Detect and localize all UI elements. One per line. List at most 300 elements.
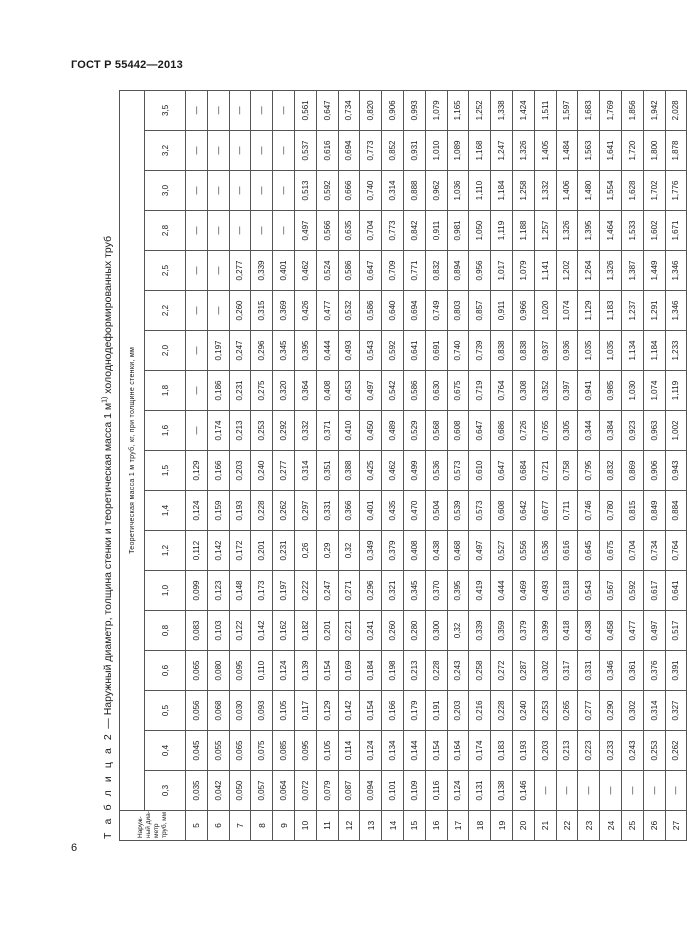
- mass-cell: 0,592: [621, 571, 643, 611]
- mass-cell: 0,641: [665, 571, 687, 611]
- table-caption: [97, 91, 119, 841]
- mass-cell: 0,542: [382, 371, 404, 411]
- mass-cell: 0,408: [403, 531, 425, 571]
- mass-cell: 0,203: [534, 731, 556, 771]
- mass-cell: 0,050: [229, 771, 251, 811]
- mass-cell: 1,030: [621, 371, 643, 411]
- mass-cell: 0,056: [186, 691, 208, 731]
- mass-cell: 1,017: [491, 251, 513, 291]
- mass-cell: —: [621, 771, 643, 811]
- mass-cell: 0,941: [578, 371, 600, 411]
- mass-cell: 0,981: [447, 211, 469, 251]
- mass-cell: 0,838: [491, 331, 513, 371]
- table-row: [491, 90, 513, 840]
- mass-cell: 0,253: [251, 411, 273, 451]
- mass-cell: 0,262: [665, 731, 687, 771]
- mass-cell: 0,057: [251, 771, 273, 811]
- mass-cell: —: [229, 90, 251, 130]
- outer-diameter-cell: 22: [556, 811, 578, 841]
- mass-cell: 0,888: [403, 171, 425, 211]
- mass-cell: 0,666: [338, 171, 360, 211]
- mass-cell: 0,694: [338, 131, 360, 171]
- mass-cell: 1,036: [447, 171, 469, 211]
- mass-cell: 0,138: [491, 771, 513, 811]
- mass-cell: 0,154: [316, 651, 338, 691]
- table-row: [382, 90, 404, 840]
- mass-cell: 0,499: [403, 451, 425, 491]
- mass-cell: 0,726: [512, 411, 534, 451]
- wall-thickness-header: 2,0: [145, 331, 186, 371]
- wall-thickness-header: 1,2: [145, 531, 186, 571]
- mass-cell: 0,099: [186, 571, 208, 611]
- outer-diameter-cell: 10: [294, 811, 316, 841]
- mass-cell: 0,124: [273, 651, 295, 691]
- mass-cell: 0,228: [425, 651, 447, 691]
- mass-cell: 0,068: [207, 691, 229, 731]
- mass-cell: 1,089: [447, 131, 469, 171]
- mass-cell: 0,093: [251, 691, 273, 731]
- mass-cell: 0,201: [316, 611, 338, 651]
- mass-cell: 1,597: [556, 90, 578, 130]
- mass-cell: 0,292: [273, 411, 295, 451]
- mass-cell: 0,366: [338, 491, 360, 531]
- mass-cell: 0,642: [512, 491, 534, 531]
- mass-cell: 0,734: [338, 90, 360, 130]
- mass-cell: 0,370: [425, 571, 447, 611]
- wall-thickness-header: 1,5: [145, 451, 186, 491]
- mass-cell: 1,406: [556, 171, 578, 211]
- outer-diameter-cell: 15: [403, 811, 425, 841]
- table-row: [643, 90, 665, 840]
- wall-thickness-header: 1,0: [145, 571, 186, 611]
- mass-cell: 1,776: [665, 171, 687, 211]
- mass-cell: 1,020: [534, 291, 556, 331]
- mass-cell: 0,117: [294, 691, 316, 731]
- mass-cell: 0,764: [491, 371, 513, 411]
- mass-cell: 0,820: [360, 90, 382, 130]
- mass-cell: 0,162: [273, 611, 295, 651]
- mass-cell: 0,739: [469, 331, 491, 371]
- mass-cell: 1,554: [600, 171, 622, 211]
- mass-cell: 0,243: [447, 651, 469, 691]
- mass-cell: 0,247: [316, 571, 338, 611]
- mass-cell: 0,142: [251, 611, 273, 651]
- mass-cell: 0,444: [491, 571, 513, 611]
- mass-cell: 0,26: [294, 531, 316, 571]
- mass-cell: 0,493: [534, 571, 556, 611]
- mass-cell: 0,906: [382, 90, 404, 130]
- mass-cell: 0,450: [360, 411, 382, 451]
- mass-cell: 0,462: [294, 251, 316, 291]
- mass-cell: 1,533: [621, 211, 643, 251]
- mass-cell: 0,849: [643, 491, 665, 531]
- mass-cell: —: [556, 771, 578, 811]
- wall-thickness-header: 1,8: [145, 371, 186, 411]
- caption-footnote-mark: 1): [101, 396, 109, 403]
- mass-cell: 0,332: [294, 411, 316, 451]
- table-row: [425, 90, 447, 840]
- mass-cell: 0,213: [229, 411, 251, 451]
- mass-cell: 0,758: [556, 451, 578, 491]
- mass-cell: 0,608: [491, 491, 513, 531]
- mass-cell: 0,228: [251, 491, 273, 531]
- outer-diameter-cell: 23: [578, 811, 600, 841]
- mass-cell: 0,444: [316, 331, 338, 371]
- mass-cell: 0,296: [360, 571, 382, 611]
- mass-cell: 1,628: [621, 171, 643, 211]
- mass-cell: —: [229, 211, 251, 251]
- mass-cell: 0,265: [556, 691, 578, 731]
- outer-diameter-cell: 16: [425, 811, 447, 841]
- wall-thickness-header: 2,5: [145, 251, 186, 291]
- mass-cell: 0,179: [403, 691, 425, 731]
- mass-cell: 0,314: [382, 171, 404, 211]
- mass-cell: 0,314: [294, 451, 316, 491]
- mass-cell: 0,258: [469, 651, 491, 691]
- mass-cell: 0,182: [294, 611, 316, 651]
- mass-cell: 0,764: [665, 531, 687, 571]
- mass-cell: 0,203: [447, 691, 469, 731]
- wall-thickness-header: 2,8: [145, 211, 186, 251]
- mass-cell: 1,184: [643, 331, 665, 371]
- mass-cell: 0,154: [360, 691, 382, 731]
- mass-cell: 1,346: [665, 291, 687, 331]
- outer-diameter-cell: 18: [469, 811, 491, 841]
- mass-cell: 1,129: [578, 291, 600, 331]
- mass-cell: 0,174: [207, 411, 229, 451]
- mass-cell: 0,169: [338, 651, 360, 691]
- mass-cell: 0,142: [338, 691, 360, 731]
- mass-cell: 0,260: [382, 611, 404, 651]
- mass-cell: 0,438: [425, 531, 447, 571]
- table-row: [294, 90, 316, 840]
- mass-cell: —: [207, 291, 229, 331]
- mass-cell: 0,339: [469, 611, 491, 651]
- mass-cell: 1,326: [512, 131, 534, 171]
- mass-cell: 1,856: [621, 90, 643, 130]
- mass-cell: 0,223: [578, 731, 600, 771]
- mass-cell: 0,331: [578, 651, 600, 691]
- diameter-column-header: Наруж-ный диа-метр труб, мм: [120, 811, 186, 841]
- mass-cell: 0,740: [360, 171, 382, 211]
- outer-diameter-cell: 7: [229, 811, 251, 841]
- mass-cell: 1,511: [534, 90, 556, 130]
- mass-cell: 0,129: [316, 691, 338, 731]
- mass-cell: 1,237: [621, 291, 643, 331]
- mass-cell: 0,746: [578, 491, 600, 531]
- mass-cell: 0,704: [621, 531, 643, 571]
- mass-cell: 0,906: [643, 451, 665, 491]
- mass-cell: 0,080: [207, 651, 229, 691]
- outer-diameter-cell: 13: [360, 811, 382, 841]
- mass-cell: 0,197: [207, 331, 229, 371]
- mass-cell: 0,139: [294, 651, 316, 691]
- mass-cell: 0,468: [447, 531, 469, 571]
- mass-cell: 0,469: [512, 571, 534, 611]
- mass-cell: 1,800: [643, 131, 665, 171]
- mass-cell: 0,253: [534, 691, 556, 731]
- mass-cell: 1,942: [643, 90, 665, 130]
- mass-cell: 1,405: [534, 131, 556, 171]
- mass-cell: —: [643, 771, 665, 811]
- mass-cell: 0,399: [534, 611, 556, 651]
- mass-cell: 0,166: [382, 691, 404, 731]
- mass-cell: 0,164: [447, 731, 469, 771]
- mass-cell: 0,592: [382, 331, 404, 371]
- mass-cell: 1,050: [469, 211, 491, 251]
- page-number: 6: [71, 842, 78, 854]
- mass-cell: 0,302: [621, 691, 643, 731]
- mass-cell: 0,371: [316, 411, 338, 451]
- mass-cell: 0,262: [273, 491, 295, 531]
- mass-super-header: Теоретическая масса 1 м труб, кг, при толщине стенки, мм: [120, 90, 145, 810]
- mass-cell: 0,425: [360, 451, 382, 491]
- mass-cell: 0,351: [316, 451, 338, 491]
- wall-thickness-header: 3,5: [145, 90, 186, 130]
- mass-cell: 0,497: [294, 211, 316, 251]
- wall-thickness-header: 1,6: [145, 411, 186, 451]
- caption-tail: холоднодеформированных труб: [102, 236, 114, 397]
- mass-cell: 1,134: [621, 331, 643, 371]
- outer-diameter-cell: 5: [186, 811, 208, 841]
- mass-cell: 0,573: [469, 491, 491, 531]
- mass-cell: 1,641: [600, 131, 622, 171]
- mass-cell: 0,780: [600, 491, 622, 531]
- wall-thickness-header: 0,5: [145, 691, 186, 731]
- mass-cell: 0,110: [251, 651, 273, 691]
- wall-thickness-header: 1,4: [145, 491, 186, 531]
- rotated-table-block: [97, 91, 681, 841]
- mass-cell: 0,131: [469, 771, 491, 811]
- mass-cell: 1,168: [469, 131, 491, 171]
- mass-cell: 0,513: [294, 171, 316, 211]
- mass-cell: 0,543: [578, 571, 600, 611]
- mass-cell: 0,963: [643, 411, 665, 451]
- mass-cell: 0,231: [229, 371, 251, 411]
- mass-cell: 0,243: [621, 731, 643, 771]
- outer-diameter-cell: 11: [316, 811, 338, 841]
- mass-cell: 0,124: [447, 771, 469, 811]
- mass-cell: 0,694: [403, 291, 425, 331]
- mass-cell: 1,671: [665, 211, 687, 251]
- mass-cell: 0,936: [556, 331, 578, 371]
- mass-cell: —: [251, 131, 273, 171]
- mass-cell: 0,29: [316, 531, 338, 571]
- mass-cell: 0,203: [229, 451, 251, 491]
- table-row: [556, 90, 578, 840]
- mass-cell: 0,524: [316, 251, 338, 291]
- mass-cell: 0,042: [207, 771, 229, 811]
- mass-cell: 0,148: [229, 571, 251, 611]
- table-row: [665, 90, 687, 840]
- mass-cell: 0,536: [534, 531, 556, 571]
- mass-cell: 0,966: [512, 291, 534, 331]
- mass-cell: —: [207, 251, 229, 291]
- mass-cell: —: [600, 771, 622, 811]
- mass-cell: 0,884: [665, 491, 687, 531]
- wall-thickness-header-row: [145, 90, 186, 840]
- mass-cell: 1,683: [578, 90, 600, 130]
- mass-cell: 1,010: [425, 131, 447, 171]
- mass-cell: 0,985: [600, 371, 622, 411]
- mass-cell: 0,159: [207, 491, 229, 531]
- mass-cell: 1,165: [447, 90, 469, 130]
- mass-cell: 0,272: [491, 651, 513, 691]
- mass-cell: —: [534, 771, 556, 811]
- mass-cell: 0,504: [425, 491, 447, 531]
- mass-cell: 0,556: [512, 531, 534, 571]
- mass-cell: 0,686: [491, 411, 513, 451]
- mass-cell: 0,630: [425, 371, 447, 411]
- mass-cell: 0,317: [556, 651, 578, 691]
- mass-cell: 0,395: [447, 571, 469, 611]
- outer-diameter-cell: 25: [621, 811, 643, 841]
- mass-cell: 0,566: [316, 211, 338, 251]
- mass-cell: 0,410: [338, 411, 360, 451]
- caption-text: — Наружный диаметр, толщина стенки и теоретическая масса 1 м: [102, 402, 114, 732]
- mass-cell: 0,616: [316, 131, 338, 171]
- table-row: [360, 90, 382, 840]
- mass-cell: 0,395: [294, 331, 316, 371]
- mass-cell: 0,103: [207, 611, 229, 651]
- mass-cell: 2,028: [665, 90, 687, 130]
- mass-cell: 0,438: [578, 611, 600, 651]
- mass-cell: 0,191: [425, 691, 447, 731]
- mass-cell: 0,296: [251, 331, 273, 371]
- mass-cell: 0,691: [425, 331, 447, 371]
- mass-cell: 0,055: [207, 731, 229, 771]
- mass-cell: 1,449: [643, 251, 665, 291]
- mass-cell: 1,702: [643, 171, 665, 211]
- mass-cell: 0,109: [403, 771, 425, 811]
- mass-cell: 0,543: [360, 331, 382, 371]
- mass-cell: 0,166: [207, 451, 229, 491]
- mass-cell: 0,094: [360, 771, 382, 811]
- mass-cell: 0,277: [229, 251, 251, 291]
- mass-cell: 1,252: [469, 90, 491, 130]
- mass-cell: —: [186, 131, 208, 171]
- mass-cell: 0,146: [512, 771, 534, 811]
- mass-cell: 0,397: [556, 371, 578, 411]
- mass-cell: 1,602: [643, 211, 665, 251]
- mass-cell: —: [207, 211, 229, 251]
- table-row: [578, 90, 600, 840]
- mass-cell: 0,253: [643, 731, 665, 771]
- mass-cell: 0,647: [469, 411, 491, 451]
- outer-diameter-cell: 19: [491, 811, 513, 841]
- mass-cell: 0,477: [621, 611, 643, 651]
- wall-thickness-header: 3,0: [145, 171, 186, 211]
- mass-cell: 0,645: [578, 531, 600, 571]
- mass-cell: 0,233: [600, 731, 622, 771]
- mass-cell: —: [273, 211, 295, 251]
- table-row: [229, 90, 251, 840]
- mass-cell: 0,321: [382, 571, 404, 611]
- mass-cell: 0,221: [338, 611, 360, 651]
- mass-cell: 1,119: [665, 371, 687, 411]
- mass-cell: 0,993: [403, 90, 425, 130]
- mass-cell: 0,359: [491, 611, 513, 651]
- mass-cell: 0,302: [534, 651, 556, 691]
- mass-cell: 1,346: [665, 251, 687, 291]
- mass-cell: 1,002: [665, 411, 687, 451]
- mass-cell: —: [273, 171, 295, 211]
- mass-cell: 0,943: [665, 451, 687, 491]
- mass-cell: 0,305: [556, 411, 578, 451]
- mass-cell: 0,684: [512, 451, 534, 491]
- caption-lead: Т а б л и ц а 2: [102, 731, 114, 839]
- mass-cell: 0,277: [273, 451, 295, 491]
- mass-cell: 1,387: [621, 251, 643, 291]
- mass-cell: 0,795: [578, 451, 600, 491]
- mass-cell: 0,331: [316, 491, 338, 531]
- mass-cell: 1,183: [600, 291, 622, 331]
- mass-cell: 0,240: [251, 451, 273, 491]
- mass-cell: 0,617: [643, 571, 665, 611]
- mass-cell: 0,458: [600, 611, 622, 651]
- mass-cell: 0,123: [207, 571, 229, 611]
- mass-cell: 0,675: [600, 531, 622, 571]
- table-body: [186, 90, 687, 840]
- wall-thickness-header: 0,3: [145, 771, 186, 811]
- mass-cell: 0,379: [512, 611, 534, 651]
- mass-cell: 0,608: [447, 411, 469, 451]
- mass-cell: 0,344: [578, 411, 600, 451]
- mass-cell: 0,477: [316, 291, 338, 331]
- mass-cell: 0,231: [273, 531, 295, 571]
- mass-cell: 0,419: [469, 571, 491, 611]
- mass-cell: 0,213: [556, 731, 578, 771]
- mass-cell: 1,119: [491, 211, 513, 251]
- mass-cell: 0,271: [338, 571, 360, 611]
- mass-cell: 0,184: [360, 651, 382, 691]
- mass-cell: 0,114: [338, 731, 360, 771]
- mass-cell: 0,247: [229, 331, 251, 371]
- mass-cell: 0,277: [578, 691, 600, 731]
- mass-cell: 0,894: [447, 251, 469, 291]
- mass-cell: 0,911: [425, 211, 447, 251]
- table-row: [338, 90, 360, 840]
- mass-cell: —: [578, 771, 600, 811]
- mass-cell: 0,240: [512, 691, 534, 731]
- mass-cell: 0,647: [360, 251, 382, 291]
- mass-cell: —: [229, 171, 251, 211]
- mass-cell: —: [186, 291, 208, 331]
- mass-cell: 1,769: [600, 90, 622, 130]
- table-row: [600, 90, 622, 840]
- mass-cell: 0,497: [643, 611, 665, 651]
- mass-cell: 0,297: [294, 491, 316, 531]
- wall-thickness-header: 0,4: [145, 731, 186, 771]
- mass-cell: —: [186, 251, 208, 291]
- mass-cell: 1,332: [534, 171, 556, 211]
- mass-cell: 0,497: [469, 531, 491, 571]
- mass-cell: 1,079: [512, 251, 534, 291]
- mass-cell: 0,529: [403, 411, 425, 451]
- mass-cell: 1,464: [600, 211, 622, 251]
- mass-cell: 0,101: [382, 771, 404, 811]
- mass-cell: 0,489: [382, 411, 404, 451]
- mass-cell: 0,749: [425, 291, 447, 331]
- table-row: [534, 90, 556, 840]
- mass-cell: 1,720: [621, 131, 643, 171]
- mass-cell: 0,075: [251, 731, 273, 771]
- table-row: [251, 90, 273, 840]
- wall-thickness-header: 0,8: [145, 611, 186, 651]
- mass-cell: 0,568: [425, 411, 447, 451]
- mass-cell: 0,095: [294, 731, 316, 771]
- mass-cell: 0,300: [425, 611, 447, 651]
